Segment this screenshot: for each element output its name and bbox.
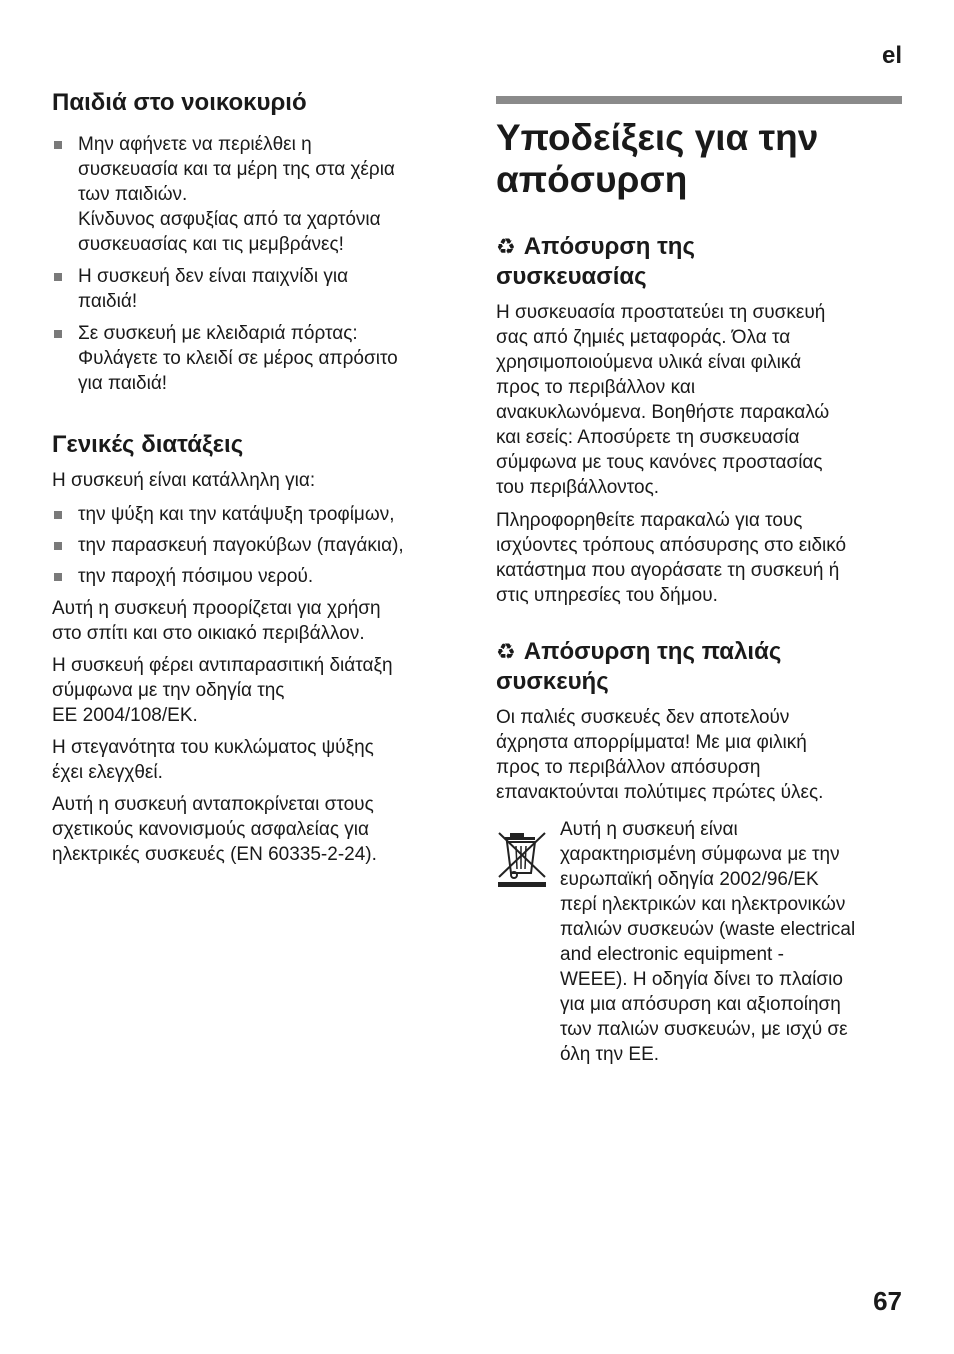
paragraph: Οι παλιές συσκευές δεν αποτελούν άχρηστα απορρίμματα! Με μια φιλική προς το περιβάλλον απόσυρση επανακτούνται πολύτιμες πρώτες ύλες.: [496, 707, 824, 803]
paragraph: Αυτή η συσκευή ανταποκρίνεται στους σχετικούς κανονισμούς ασφαλείας για ηλεκτρικές συσκευές (EN 60335-2-24).: [52, 794, 377, 865]
paragraph: Αυτή η συσκευή προορίζεται για χρήση στο σπίτι και στο οικιακό περιβάλλον.: [52, 598, 381, 644]
list-item: την παρασκευή παγοκύβων (παγάκια),: [52, 533, 462, 558]
section-rule: [496, 96, 902, 104]
bullet-icon: [54, 141, 62, 149]
general-use-list: [52, 502, 462, 589]
weee-text: Αυτή η συσκευή είναι χαρακτηρισμένη σύμφωνα με την ευρωπαϊκή οδηγία 2002/96/ΕΚ περί ηλεκτρικών και ηλεκτρονικών παλιών συσκευών (waste electrical and electronic equipment - WEEE). Η οδηγία δίνει το πλαίσιο για μια απόσυρση και αξιοποίηση των παλιών συσκευών, με ισχύ σε όλη την ΕΕ.: [560, 819, 856, 1065]
page-number: 67: [873, 1286, 902, 1316]
recycle-icon: ♻: [496, 639, 516, 664]
paragraph: Η συσκευή φέρει αντιπαρασιτική διάταξη σύμφωνα με την οδηγία της ΕΕ 2004/108/ΕΚ.: [52, 655, 393, 726]
old-device-heading: ♻ Απόσυρση της παλιάς συσκευής: [496, 638, 782, 695]
list-item: Μην αφήνετε να περιέλθει η συσκευασία και τα μέρη της στα χέρια των παιδιών. Κίνδυνος ασφυξίας από τα χαρτόνια συσκευασίας και τις μεμβράνες!: [52, 132, 462, 257]
paragraph: Πληροφορηθείτε παρακαλώ για τους ισχύοντες τρόπους απόσυρσης στο ειδικό κατάστημα που αγοράσατε τη συσκευή ή στις υπηρεσίες του δήμου.: [496, 510, 847, 606]
crossed-out-wheelie-bin-icon: [496, 829, 548, 889]
general-intro: Η συσκευή είναι κατάλληλη για:: [52, 470, 316, 491]
children-heading: Παιδιά στο νοικοκυριό: [52, 89, 307, 116]
list-item: την ψύξη και την κατάψυξη τροφίμων,: [52, 502, 462, 527]
list-item: Σε συσκευή με κλειδαριά πόρτας: Φυλάγετε το κλειδί σε μέρος απρόσιτο για παιδιά!: [52, 321, 462, 396]
list-item: την παροχή πόσιμου νερού.: [52, 564, 462, 589]
paragraph: Η στεγανότητα του κυκλώματος ψύξης έχει ελεγχθεί.: [52, 737, 374, 783]
packaging-heading: ♻ Απόσυρση της συσκευασίας: [496, 233, 695, 290]
bullet-icon: [54, 511, 62, 519]
bullet-icon: [54, 542, 62, 550]
language-code: el: [881, 42, 902, 69]
left-column: [52, 88, 462, 867]
weee-notice: [496, 817, 904, 1067]
bullet-icon: [54, 573, 62, 581]
children-warning-list: [52, 132, 462, 396]
list-item: Η συσκευή δεν είναι παιχνίδι για παιδιά!: [52, 264, 462, 314]
recycle-icon: ♻: [496, 234, 516, 259]
bullet-icon: [54, 330, 62, 338]
paragraph: Η συσκευασία προστατεύει τη συσκευή σας από ζημιές μεταφοράς. Όλα τα χρησιμοποιούμενα υλικά είναι φιλικά προς το περιβάλλον και ανακυκλωνόμενα. Βοηθήστε παρακαλώ και εσείς: Αποσύρετε τη συσκευασία σύμφωνα με τους κανόνες προστασίας του περιβάλλοντος.: [496, 302, 830, 498]
general-heading: Γενικές διατάξεις: [52, 431, 244, 458]
page-title: Υποδείξεις για την απόσυρση: [496, 117, 819, 200]
bullet-icon: [54, 273, 62, 281]
right-column: [496, 96, 904, 1067]
